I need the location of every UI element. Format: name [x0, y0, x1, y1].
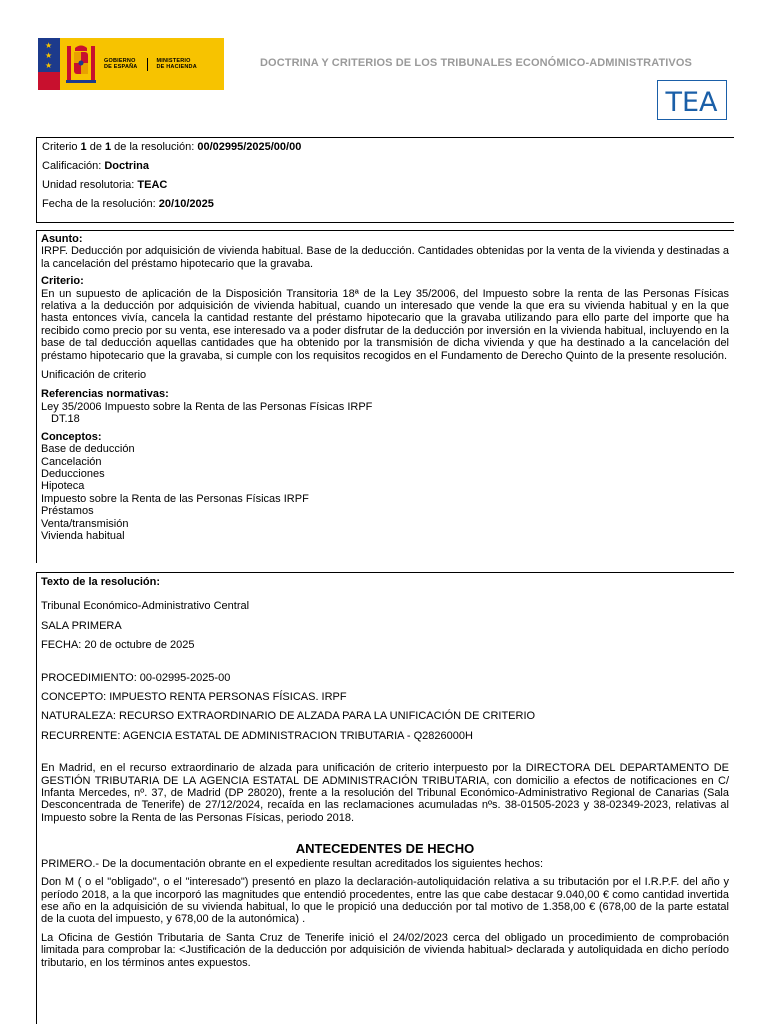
criterio-label: Criterio: [41, 275, 84, 288]
primero-paragraph: PRIMERO.- De la documentación obrante en el expediente resultan acreditados los siguientes hechos: [41, 857, 544, 870]
list-item: Vivienda habitual [41, 529, 125, 542]
tribunal-line: Tribunal Económico-Administrativo Central [41, 600, 250, 613]
svg-text:TEA: TEA [665, 87, 718, 118]
resolution-summary [36, 137, 734, 223]
referencias-label: Referencias normativas: [41, 388, 169, 401]
page-header [0, 0, 768, 130]
fecha-line: Fecha de la resolución: 20/10/2025 [42, 198, 214, 210]
oficina-paragraph: La Oficina de Gestión Tributaria de Santa Cruz de Tenerife inició el 24/02/2023 cerca del obligado un procedimiento de comprobación limitada para comprobar la: <Justificación de la deducción por adquisición de vivienda habitual> declarada y autoliquidada en dicho período tributario, en los términos antes expuestos. [41, 931, 729, 969]
conceptos-list [41, 443, 729, 542]
list-item: Base de deducción [41, 443, 135, 456]
ministry-label: MINISTERIO DE HACIENDA [147, 58, 196, 71]
criterio-line: Criterio 1 de 1 de la resolución: 00/02995/2025/00/00 [42, 141, 302, 153]
asunto-label: Asunto: [41, 233, 83, 245]
concepto-line: CONCEPTO: IMPUESTO RENTA PERSONAS FÍSICAS. IRPF [41, 691, 347, 704]
list-item: Cancelación [41, 455, 102, 468]
conceptos-label: Conceptos: [41, 430, 102, 443]
tea-logo [657, 80, 727, 120]
list-item: Venta/transmisión [41, 517, 129, 530]
criterio-text: En un supuesto de aplicación de la Disposición Transitoria 18ª de la Ley 35/2006, del Impuesto sobre la renta de las Personas Físicas relativa a la deducción por adquisición de vivienda habitual, cuando un interesado que vende la que era su vivienda habitual y en la que hasta entonces vivía, cancela la cantidad restante del préstamo hipotecario que la gravaba utilizando para ello parte del importe que ha recibido como precio por su venta, ese interesado va a poder disfrutar de la deducción por inversión en la vivienda habitual, incluyendo en la base de tal deducción aquellas cantidades que ha obtenido por la transmisión de dicha vivienda y que ha destinado a la cancelación del préstamo hipotecario que la gravaba, si cumple con los requisitos recogidos en el Fundamento de Derecho Quinto de la presente resolución. [41, 287, 729, 362]
referencia-articulo: DT.18 [51, 413, 80, 426]
calificacion-line: Calificación: Doctrina [42, 160, 149, 172]
list-item: Impuesto sobre la Renta de las Personas Físicas IRPF [41, 492, 309, 505]
eu-flag-icon: ★ ★ ★ [38, 38, 60, 90]
list-item: Deducciones [41, 467, 105, 480]
page-title: DOCTRINA Y CRITERIOS DE LOS TRIBUNALES ECONÓMICO-ADMINISTRATIVOS [260, 57, 692, 69]
resolution-number: 00/02995/2025/00/00 [197, 141, 302, 153]
coat-of-arms-icon [66, 42, 96, 86]
antecedentes-heading: ANTECEDENTES DE HECHO [295, 841, 475, 857]
government-logo [38, 38, 224, 90]
asunto-text: IRPF. Deducción por adquisición de vivienda habitual. Base de la deducción. Cantidades obtenidas por la venta de la vivienda y destinadas a la cancelación del préstamo hipotecario que la gravaba. [41, 245, 729, 270]
don-m-paragraph: Don M ( o el "obligado", o el "interesado") presentó en plazo la declaración-autoliquidación relativa a su tributación por el I.R.P.F. del año y período 2018, a la que incorporó las magnitudes que entendió procedentes, entre las que cabe destacar 9.040,00 € como cantidad invertida ese año en la adquisición de su vivienda habitual, lo que le propició una deducción por tal motivo de 1.358,00 € (678,00 de la parte estatal de la cuota del impuesto, y 678,00 de la autonómica) . [41, 876, 729, 926]
unidad-line: Unidad resolutoria: TEAC [42, 179, 168, 191]
criterion-detail [36, 230, 734, 563]
naturaleza-line: NATURALEZA: RECURSO EXTRAORDINARIO DE ALZADA PARA LA UNIFICACIÓN DE CRITERIO [41, 710, 536, 723]
list-item: Hipoteca [41, 480, 85, 493]
unificacion-text: Unificación de criterio [41, 369, 147, 382]
intro-paragraph: En Madrid, en el recurso extraordinario de alzada para unificación de criterio interpuesto por la DIRECTORA DEL DEPARTAMENTO DE GESTIÓN TRIBUTARIA DE LA AGENCIA ESTATAL DE ADMINISTRACIÓN TRIBUTARIA, con domicilio a efectos de notificaciones en C/ Infanta Mercedes, nº. 37, de Madrid (DP 28020), frente a la resolución del Tribunal Económico-Administrativo Regional de Canarias (Sala Desconcentrada de Tenerife) de 27/12/2024, recaída en las reclamaciones acumuladas nºs. 38-01505-2023 y 38-02349-2023, relativas al Impuesto sobre la Renta de las Personas Físicas, periodo 2018. [41, 762, 729, 824]
government-label: GOBIERNO DE ESPAÑA [104, 57, 138, 70]
referencia-ley: Ley 35/2006 Impuesto sobre la Renta de las Personas Físicas IRPF [41, 400, 373, 413]
sala-line: SALA PRIMERA [41, 619, 122, 632]
fecha-line: FECHA: 20 de octubre de 2025 [41, 639, 195, 652]
list-item: Préstamos [41, 505, 94, 518]
recurrente-line: RECURRENTE: AGENCIA ESTATAL DE ADMINISTRACION TRIBUTARIA - Q2826000H [41, 729, 473, 742]
procedimiento-line: PROCEDIMIENTO: 00-02995-2025-00 [41, 671, 231, 684]
texto-label: Texto de la resolución: [41, 576, 160, 588]
resolution-text [36, 572, 734, 1024]
